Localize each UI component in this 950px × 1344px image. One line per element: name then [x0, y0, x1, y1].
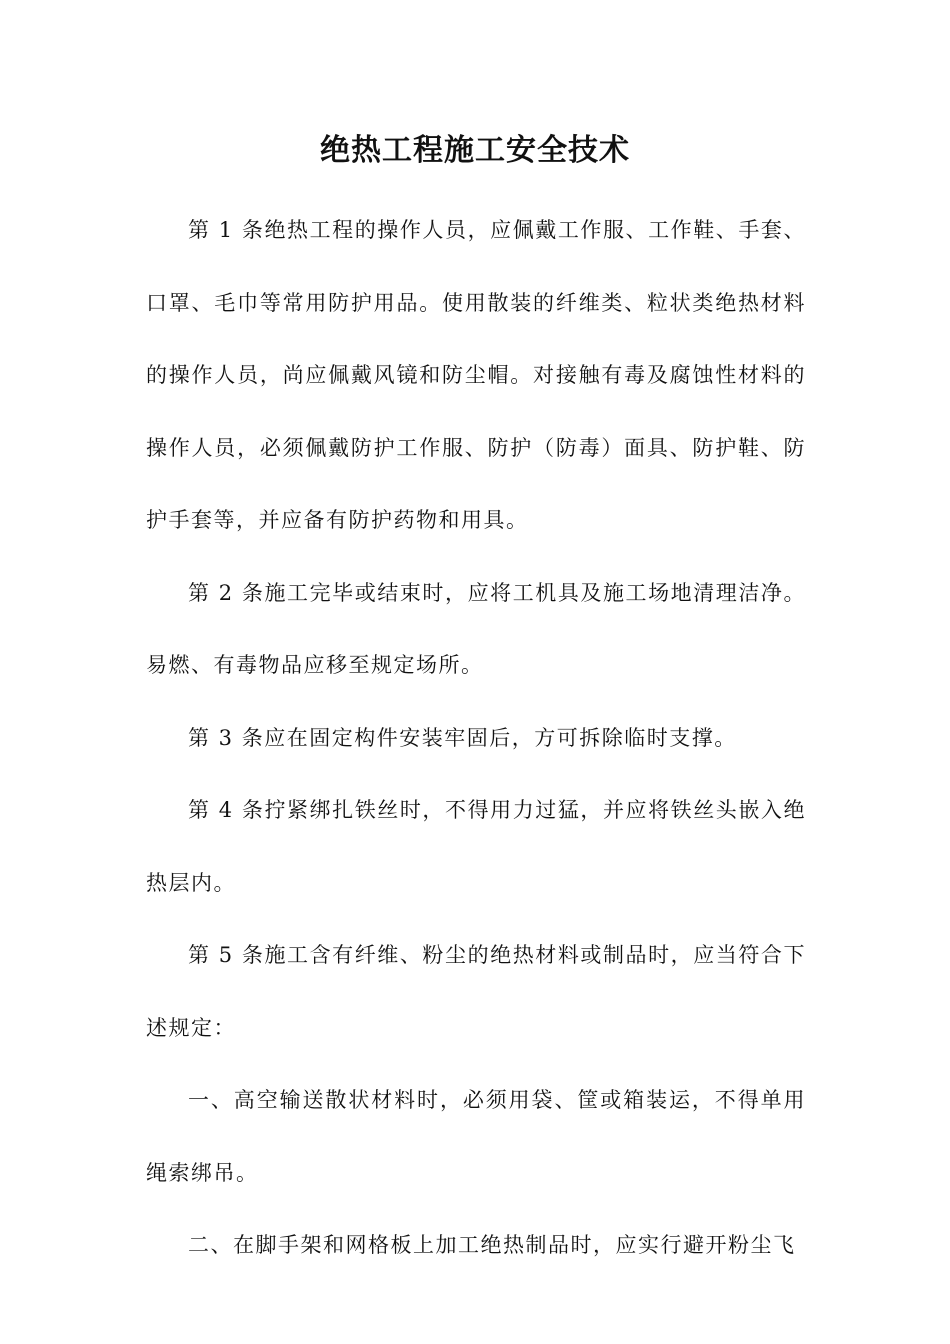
- paragraph-article-2: 第 2 条施工完毕或结束时，应将工机具及施工场地清理洁净。易燃、有毒物品应移至规定场所。: [146, 580, 806, 677]
- paragraph-article-4: 第 4 条拧紧绑扎铁丝时，不得用力过猛，并应将铁丝头嵌入绝热层内。: [146, 798, 806, 895]
- document-title: 绝热工程施工安全技术: [320, 133, 630, 168]
- paragraph-article-1: 第 1 条绝热工程的操作人员，应佩戴工作服、工作鞋、手套、口罩、毛巾等常用防护用品。使用散装的纤维类、粒状类绝热材料的操作人员，尚应佩戴风镜和防尘帽。对接触有毒及腐蚀性材料的操作人员，必须佩戴防护工作服、防护（防毒）面具、防护鞋、防护手套等，并应备有防护药物和用具。: [146, 218, 806, 532]
- paragraph-item-1: 一、高空输送散状材料时，必须用袋、筐或箱装运，不得单用绳索绑吊。: [146, 1088, 806, 1185]
- paragraph-article-3: 第 3 条应在固定构件安装牢固后，方可拆除临时支撑。: [188, 725, 737, 750]
- paragraph-item-2: 二、在脚手架和网格板上加工绝热制品时，应实行避开粉尘飞: [188, 1233, 796, 1257]
- paragraph-article-5: 第 5 条施工含有纤维、粉尘的绝热材料或制品时，应当符合下述规定：: [146, 943, 806, 1040]
- document-body: [146, 194, 806, 1282]
